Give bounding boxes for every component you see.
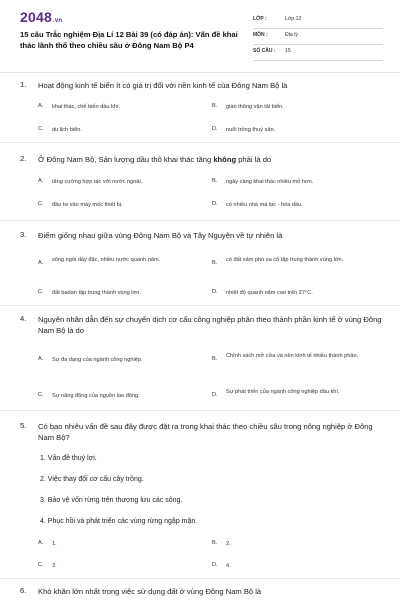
option-letter: B.	[212, 260, 218, 266]
meta-value: 15	[285, 48, 291, 54]
question-number: 2.	[20, 154, 27, 163]
meta-row-class	[253, 13, 383, 29]
option-text: sông ngòi dày đặc, nhiều nước quanh năm.	[52, 257, 161, 263]
question-text: Khó khăn lớn nhất trong việc sử dụng đất ở vùng Đông Nam Bộ là	[38, 587, 262, 596]
question-text: Có bao nhiêu vấn đề sau đây được đặt ra trong khai thác theo chiều sâu trong nông nghiệp ở Đông Nam Bộ?	[38, 422, 373, 442]
question-number: 3.	[20, 230, 27, 239]
meta-value: Địa lý	[285, 32, 298, 38]
document-title: 15 câu Trắc nghiệm Địa Lí 12 Bài 39 (có đáp án): Vấn đề khai thác lãnh thổ theo chiều sâu ở Đông Nam Bộ P4	[20, 30, 238, 50]
option-letter: D.	[212, 126, 218, 132]
statement-item: 3. Bảo vệ vốn rừng trên thượng lưu các sông.	[40, 497, 183, 504]
option-letter: C.	[38, 562, 44, 568]
header-divider	[0, 72, 400, 73]
option-letter: D.	[212, 289, 218, 295]
option-letter: C.	[38, 126, 44, 132]
option-text: nhiệt độ quanh năm cao trên 27°C.	[226, 290, 313, 296]
meta-value: Lớp 12	[285, 16, 302, 22]
option-letter: D.	[212, 201, 218, 207]
meta-row-count	[253, 45, 383, 61]
option-letter: B.	[212, 540, 218, 546]
question-number: 6.	[20, 586, 27, 595]
option-text: du lịch biển.	[52, 127, 82, 133]
option-text: có nhiều nhà má lọc - hóa dầu.	[226, 202, 303, 208]
option-letter: C.	[38, 289, 44, 295]
question-text	[38, 154, 383, 165]
option-text: Chính sách mở cửa và nền kinh tế nhiều thành phần.	[226, 353, 359, 359]
option-text: tăng cường hợp tác với nước ngoài.	[52, 179, 143, 185]
statement-item: 4. Phục hồi và phát triển các vùng rừng ngập mặn.	[40, 518, 198, 525]
option-text: ngày càng khai thác nhiều mỏ hơn.	[226, 179, 314, 185]
option-text: nuôi trồng thuỷ sản.	[226, 127, 276, 133]
page-header	[0, 0, 400, 74]
question-divider	[0, 578, 400, 579]
option-text: có đất xám phù sa cổ tập trung thành vùng lớn.	[226, 257, 344, 263]
option-text: 2.	[226, 541, 231, 547]
option-letter: C.	[38, 201, 44, 207]
question-divider	[0, 305, 400, 306]
option-letter: D.	[212, 562, 218, 568]
option-letter: A.	[38, 356, 44, 362]
option-letter: B.	[212, 178, 218, 184]
question-number: 5.	[20, 421, 27, 430]
option-letter: A.	[38, 540, 44, 546]
option-letter: A.	[38, 178, 44, 184]
option-text: Sự đa dạng của ngành công nghiệp.	[52, 357, 143, 363]
option-text: Sự phát triển của ngành công nghiệp dầu khí.	[226, 389, 340, 395]
question-text: Hoạt động kinh tế biển ít có giá trị đối với nền kinh tế của Đông Nam Bộ là	[38, 81, 288, 90]
option-text: đất badan tập trung thành vùng lớn.	[52, 290, 141, 296]
document-meta	[253, 13, 383, 61]
question-divider	[0, 410, 400, 411]
option-text: Sự năng động của nguồn lao động.	[52, 393, 140, 399]
option-text: 3.	[52, 563, 57, 569]
option-letter: A.	[38, 103, 44, 109]
logo-domain: .vn	[52, 18, 63, 24]
meta-label: SỐ CÂU :	[253, 48, 276, 54]
option-text: đầu tư vào máy móc thiết bị.	[52, 202, 123, 208]
option-text: 4.	[226, 563, 231, 569]
question-text-part: Ở Đông Nam Bộ, Sản lượng dầu thô khai thác tăng	[38, 155, 214, 164]
option-text: khai thác, chế biến dầu khí.	[52, 104, 121, 110]
option-letter: B.	[212, 103, 218, 109]
meta-label: MÔN :	[253, 32, 268, 38]
question-number: 1.	[20, 80, 27, 89]
logo-main: 2048	[20, 9, 52, 25]
question-divider	[0, 220, 400, 221]
option-letter: A.	[38, 260, 44, 266]
question-divider	[0, 142, 400, 143]
option-letter: B.	[212, 356, 218, 362]
option-letter: C.	[38, 392, 44, 398]
site-logo[interactable]	[20, 9, 62, 25]
option-letter: D.	[212, 392, 218, 398]
option-text: giao thông vận tải biển.	[226, 104, 284, 110]
question-text-emphasis: không	[213, 155, 237, 164]
meta-label: LỚP :	[253, 16, 267, 22]
question-text-part: phải là do	[236, 155, 272, 164]
option-text: 1.	[52, 541, 57, 547]
meta-row-subject	[253, 29, 383, 45]
statement-item: 2. Việc thay đổi cơ cấu cây trồng.	[40, 476, 144, 483]
question-number: 4.	[20, 314, 27, 323]
question-text: Điểm giống nhau giữa vùng Đông Nam Bộ và Tây Nguyên về tự nhiên là	[38, 231, 283, 240]
statement-item: 1. Vấn đề thuỷ lợi.	[40, 455, 97, 462]
question-text: Nguyên nhân dẫn đến sự chuyển dịch cơ cấu công nghiệp phân theo thành phần kinh tế ở vùng Đông Nam Bộ là do	[38, 315, 382, 335]
